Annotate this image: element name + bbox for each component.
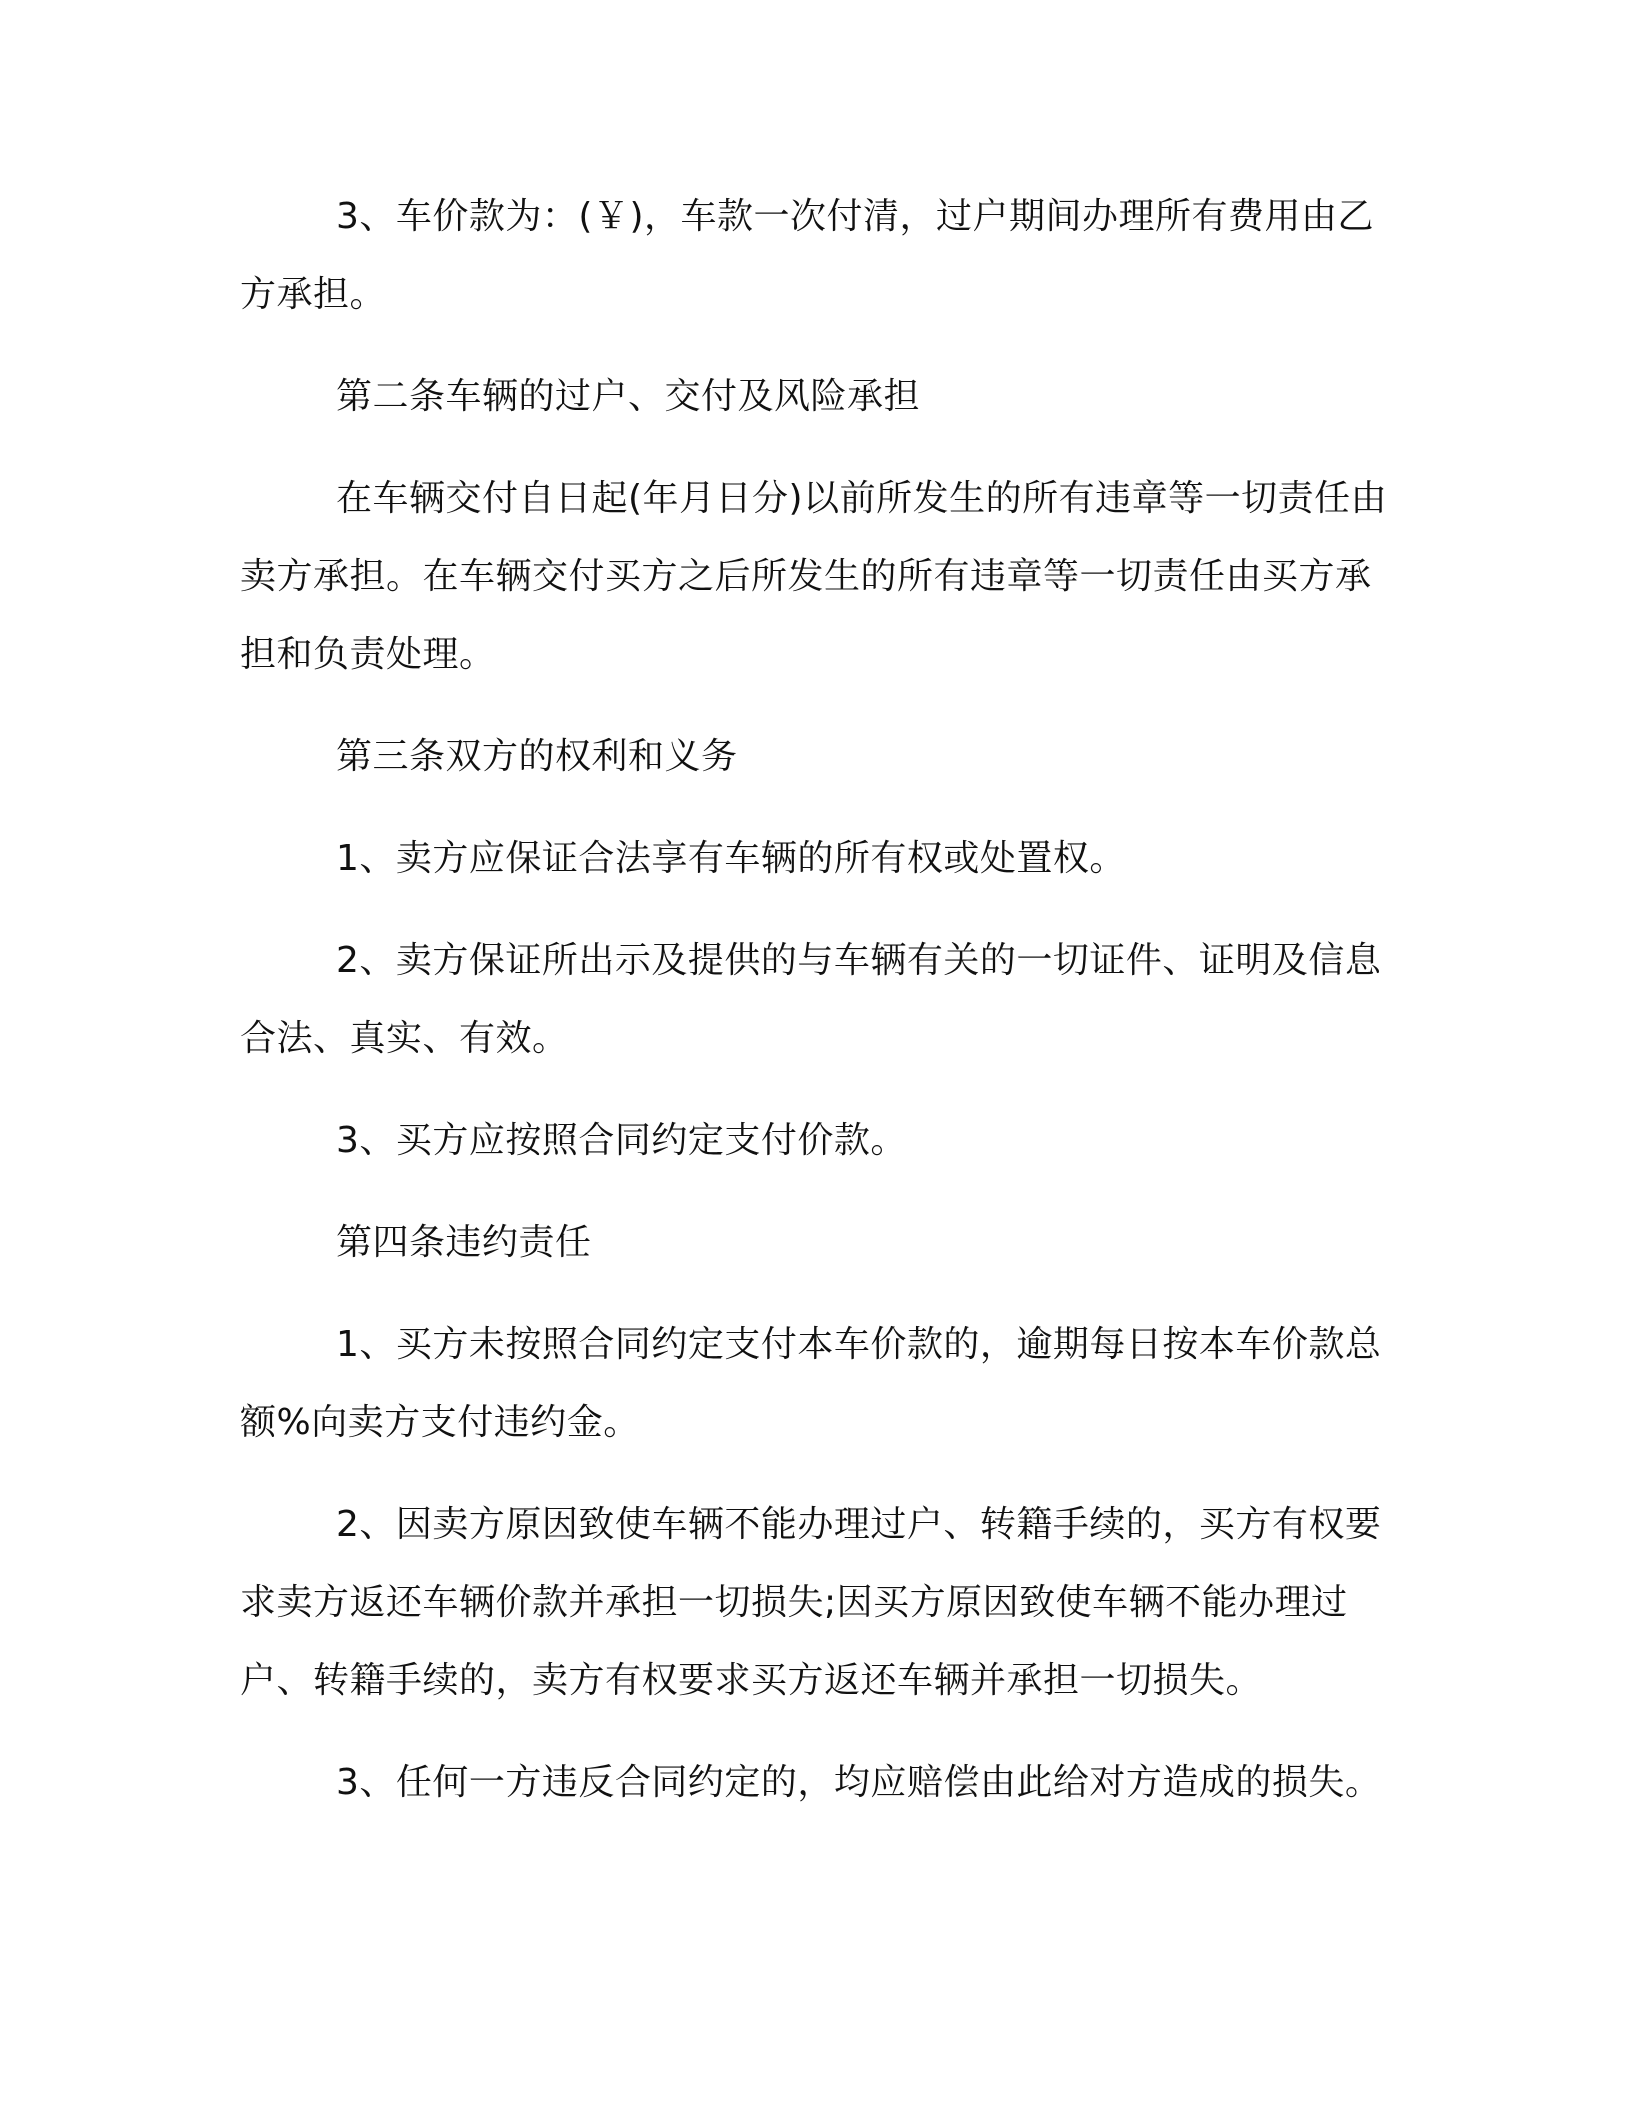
document-body [240, 178, 1392, 1822]
clause-liability-paragraph: 在车辆交付自日起(年月日分)以前所发生的所有违章等一切责任由卖方承担。在车辆交付买方之后所发生的所有违章等一切责任由买方承担和负责处理。 [240, 478, 1388, 675]
clause-late-payment: 1、买方未按照合同约定支付本车价款的，逾期每日按本车价款总额%向卖方支付违约金。 [240, 1324, 1382, 1443]
clause-buyer-payment: 3、买方应按照合同约定支付价款。 [336, 1120, 907, 1161]
section-heading-transfer: 第二条车辆的过户、交付及风险承担 [336, 376, 921, 417]
section-heading-rights: 第三条双方的权利和义务 [336, 736, 738, 777]
section-heading-breach: 第四条违约责任 [336, 1222, 592, 1263]
clause-compensation: 3、任何一方违反合同约定的，均应赔偿由此给对方造成的损失。 [336, 1762, 1382, 1803]
clause-price-paragraph: 3、车价款为：(￥)，车款一次付清，过户期间办理所有费用由乙方承担。 [240, 196, 1374, 315]
clause-seller-ownership: 1、卖方应保证合法享有车辆的所有权或处置权。 [336, 838, 1126, 879]
clause-seller-documents: 2、卖方保证所出示及提供的与车辆有关的一切证件、证明及信息合法、真实、有效。 [240, 940, 1382, 1059]
clause-transfer-failure: 2、因卖方原因致使车辆不能办理过户、转籍手续的，买方有权要求卖方返还车辆价款并承担一切损失;因买方原因致使车辆不能办理过户、转籍手续的，卖方有权要求买方返还车辆并承担一切损失。 [240, 1504, 1382, 1701]
